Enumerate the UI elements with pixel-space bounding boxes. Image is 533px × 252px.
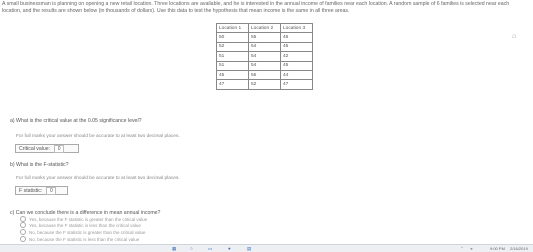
radio-button[interactable]	[20, 222, 26, 228]
question-b-prompt: b) What is the F-statistic?	[10, 162, 69, 168]
table-cell: 44	[281, 70, 313, 79]
problem-intro: A small businessman is planning on opening a new retail location. Three locations are available, and he is interested in the annual income of families near each location. A random sample of 6 families is selected near each location, and the results are shown below (in thousands of dollars). Use this data to test the hypothesis that mean income is the same in all three areas.	[2, 1, 510, 14]
windows-start-icon[interactable]: ▦	[172, 246, 177, 251]
table-cell: 52	[249, 80, 281, 89]
table-cell: 55	[249, 70, 281, 79]
option-label: Yes, because the F statistic is greater than the critical value	[29, 216, 148, 222]
table-row	[217, 42, 313, 51]
question-a-prompt: a) What is the critical value at the 0.05 significance level?	[10, 118, 142, 124]
income-table	[216, 23, 313, 90]
clock-time[interactable]: 9:00 PM	[490, 245, 505, 251]
critical-value-input[interactable]: 0	[54, 145, 64, 153]
answer-option[interactable]	[20, 222, 141, 228]
browser-icon[interactable]: ●	[228, 246, 231, 251]
table-row	[217, 80, 313, 89]
f-statistic-label: F statistic:	[19, 187, 43, 194]
table-cell: 42	[281, 52, 313, 61]
table-cell: 55	[249, 33, 281, 42]
table-cell: 45	[281, 61, 313, 70]
critical-value-field[interactable]	[15, 144, 79, 153]
table-row	[217, 61, 313, 70]
radio-button[interactable]	[20, 236, 26, 242]
f-statistic-input[interactable]: 0	[46, 187, 56, 195]
table-cell: 50	[217, 33, 249, 42]
option-label: No, because the F statistic is greater than the critical value	[29, 229, 146, 235]
question-a-instruction: For full marks your answer should be accurate to at least two decimal places.	[16, 134, 180, 139]
table-cell: 46	[281, 33, 313, 42]
table-cell: 47	[217, 80, 249, 89]
answer-option[interactable]	[20, 236, 139, 242]
file-explorer-icon[interactable]: ▤	[247, 246, 252, 251]
table-cell: 51	[217, 61, 249, 70]
settings-icon[interactable]: ⌂	[512, 33, 517, 40]
question-b-instruction: For full marks your answer should be accurate to at least two decimal places.	[16, 176, 180, 181]
table-cell: 51	[217, 52, 249, 61]
table-row	[217, 33, 313, 42]
task-view-icon[interactable]: ▭	[208, 246, 213, 251]
network-icon[interactable]: ⌃	[460, 246, 464, 251]
table-cell: 45	[217, 70, 249, 79]
table-row	[217, 52, 313, 61]
volume-icon[interactable]: ◂	[470, 246, 473, 251]
table-header: Location 1	[217, 24, 249, 33]
option-label: Yes, because the F statistic is less than the critical value	[29, 222, 141, 228]
table-cell: 47	[281, 80, 313, 89]
clock-date[interactable]: 2/16/2019	[510, 245, 528, 251]
table-cell: 54	[249, 42, 281, 51]
question-c-prompt: c) Can we conclude there is a difference in mean annual income?	[10, 210, 161, 216]
table-row	[217, 70, 313, 79]
radio-button[interactable]	[20, 229, 26, 235]
f-statistic-field[interactable]	[15, 186, 68, 195]
table-cell: 54	[249, 52, 281, 61]
table-cell: 52	[217, 42, 249, 51]
table-cell: 54	[249, 61, 281, 70]
table-header-row	[217, 24, 313, 33]
answer-option[interactable]	[20, 229, 146, 235]
critical-value-label: Critical value:	[19, 145, 51, 152]
option-label: No, because the F statistic is less than the critical value	[29, 236, 140, 242]
table-header: Location 3	[281, 24, 313, 33]
table-cell: 45	[281, 42, 313, 51]
search-icon[interactable]: ○	[190, 246, 193, 251]
table-header: Location 2	[249, 24, 281, 33]
